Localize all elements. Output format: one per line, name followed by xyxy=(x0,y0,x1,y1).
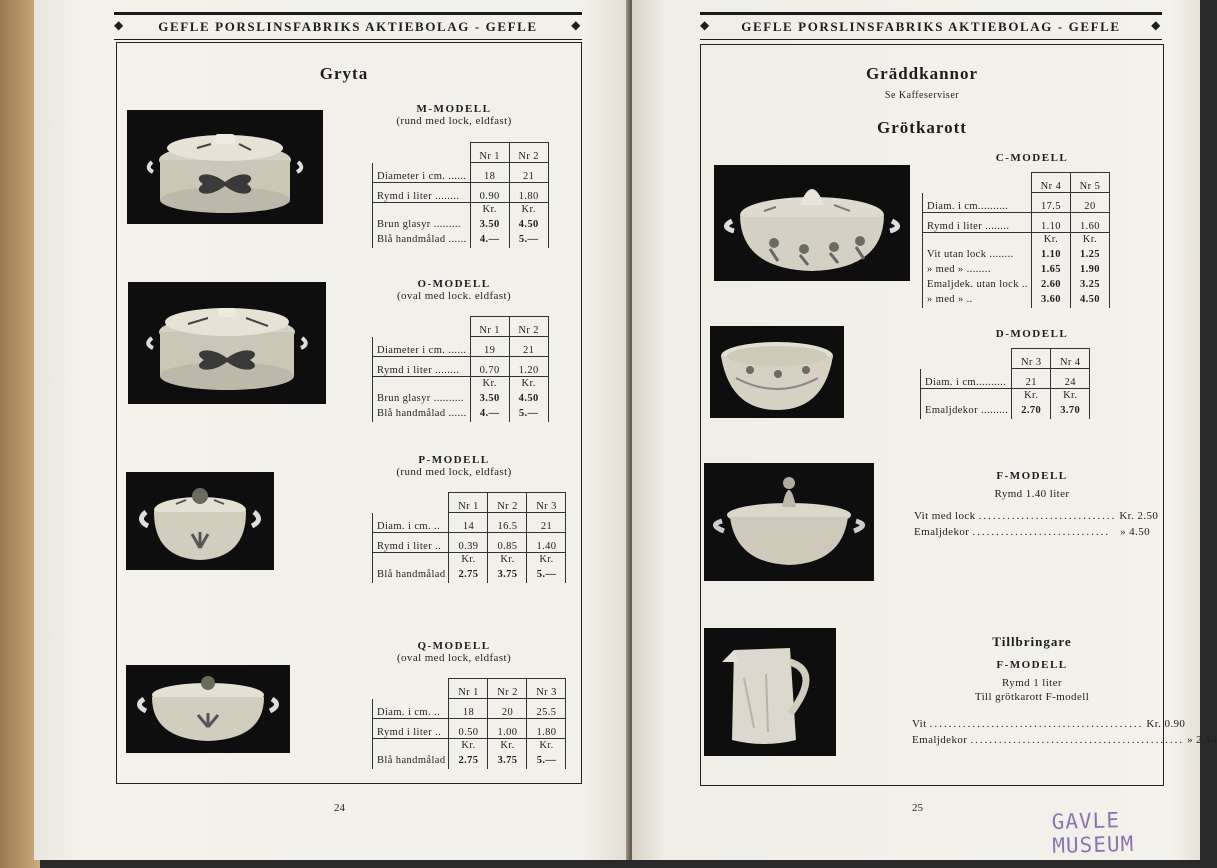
product-photo-m-gryta xyxy=(127,110,323,224)
spec-table-p: Nr 1 Nr 2 Nr 3 Diam. i cm. .. 14 16.5 21 Rymd i liter .. 0.39 0.85 1.40 Kr. Kr. Kr. Blå handmålad 2.75 3.75 5.— xyxy=(372,492,566,583)
model-heading-d: D-MODELL xyxy=(995,328,1069,340)
model-heading-o: O-MODELL (oval med lock. eldfast) xyxy=(396,278,512,302)
diamond-icon: ◆ xyxy=(571,17,582,32)
price-list-tillbringare xyxy=(912,716,1217,748)
model-heading-tillbringare: F-MODELL Rymd 1 liter Till grötkarott F-modell xyxy=(974,659,1090,703)
product-photo-d-grotkarott xyxy=(710,326,844,418)
spec-table-o: Nr 1 Nr 2 Diameter i cm. ...... 19 21 Rymd i liter ........ 0.70 1.20 Kr. Kr. Brun glasyr .......... 3.50 4.50 Blå handmålad ...... 4.— 5.— xyxy=(372,316,549,422)
catalog-page-left xyxy=(34,0,630,860)
title-grotkarott: Grötkarott xyxy=(877,118,967,137)
diamond-icon: ◆ xyxy=(114,17,125,32)
product-photo-f-grotkarott xyxy=(704,463,874,581)
product-photo-p-gryta xyxy=(126,472,274,570)
price-list-f xyxy=(914,508,1159,540)
page-number-right: 25 xyxy=(912,802,923,814)
price-row: Emaljdekor ............................................. » 2.50 xyxy=(912,734,1217,746)
price-row: Emaljdekor ............................. » 4.50 xyxy=(914,526,1150,538)
subtitle-kaffeserviser: Se Kaffeserviser xyxy=(884,90,960,101)
spec-table-d: Nr 3 Nr 4 Diam. i cm.......... 21 24 Kr. Kr. Emaljdekor ......... 2.70 3.70 xyxy=(920,348,1090,419)
model-heading-q: Q-MODELL (oval med lock, eldfast) xyxy=(396,640,512,664)
product-photo-c-grotkarott xyxy=(714,165,910,281)
product-photo-o-gryta xyxy=(128,282,326,404)
header-text: GEFLE PORSLINSFABRIKS AKTIEBOLAG - GEFLE xyxy=(741,19,1121,34)
page-number-left: 24 xyxy=(334,802,345,814)
spec-table-c: Nr 4 Nr 5 Diam. i cm.......... 17.5 20 Rymd i liter ........ 1.10 1.60 Kr. Kr. Vit utan lock ........ 1.10 1.25 » med » ........ 1.65 1.90 Emaljdek. utan lock .. 2.60 3.25 » med » .. 3.60 4.50 xyxy=(922,172,1110,308)
spec-table-q: Nr 1 Nr 2 Nr 3 Diam. i cm. .. 18 20 25.5 Rymd i liter .. 0.50 1.00 1.80 Kr. Kr. Kr. Blå handmålad 2.75 3.75 5.— xyxy=(372,678,566,769)
model-heading-p: P-MODELL (rund med lock, eldfast) xyxy=(396,454,512,478)
title-graddkannor: Gräddkannor xyxy=(865,64,979,83)
header-text: GEFLE PORSLINSFABRIKS AKTIEBOLAG - GEFLE xyxy=(158,19,538,34)
price-row: Vit ............................................. Kr. 0.90 xyxy=(912,718,1186,730)
price-row: Vit med lock ............................. Kr. 2.50 xyxy=(914,510,1159,522)
title-tillbringare: Tillbringare xyxy=(992,634,1072,649)
page-title: Gryta xyxy=(319,64,369,83)
page-header-right xyxy=(700,10,1162,40)
product-photo-q-gryta xyxy=(126,665,290,753)
model-heading-f: F-MODELL Rymd 1.40 liter xyxy=(994,470,1070,500)
model-heading-c: C-MODELL xyxy=(995,152,1069,164)
page-header-left xyxy=(114,10,582,40)
catalog-page-right xyxy=(632,0,1217,860)
diamond-icon: ◆ xyxy=(1151,17,1162,32)
product-photo-tillbringare xyxy=(704,628,836,756)
museum-stamp: GAVLE MUSEUM xyxy=(1051,808,1135,858)
model-heading-m: M-MODELL (rund med lock, eldfast) xyxy=(396,103,512,127)
spec-table-m: Nr 1 Nr 2 Diameter i cm. ...... 18 21 Rymd i liter ........ 0.90 1.80 Kr. Kr. Brun glasyr ......... 3.50 4.50 Blå handmålad ...... 4.— 5.— xyxy=(372,142,549,248)
diamond-icon: ◆ xyxy=(700,17,711,32)
